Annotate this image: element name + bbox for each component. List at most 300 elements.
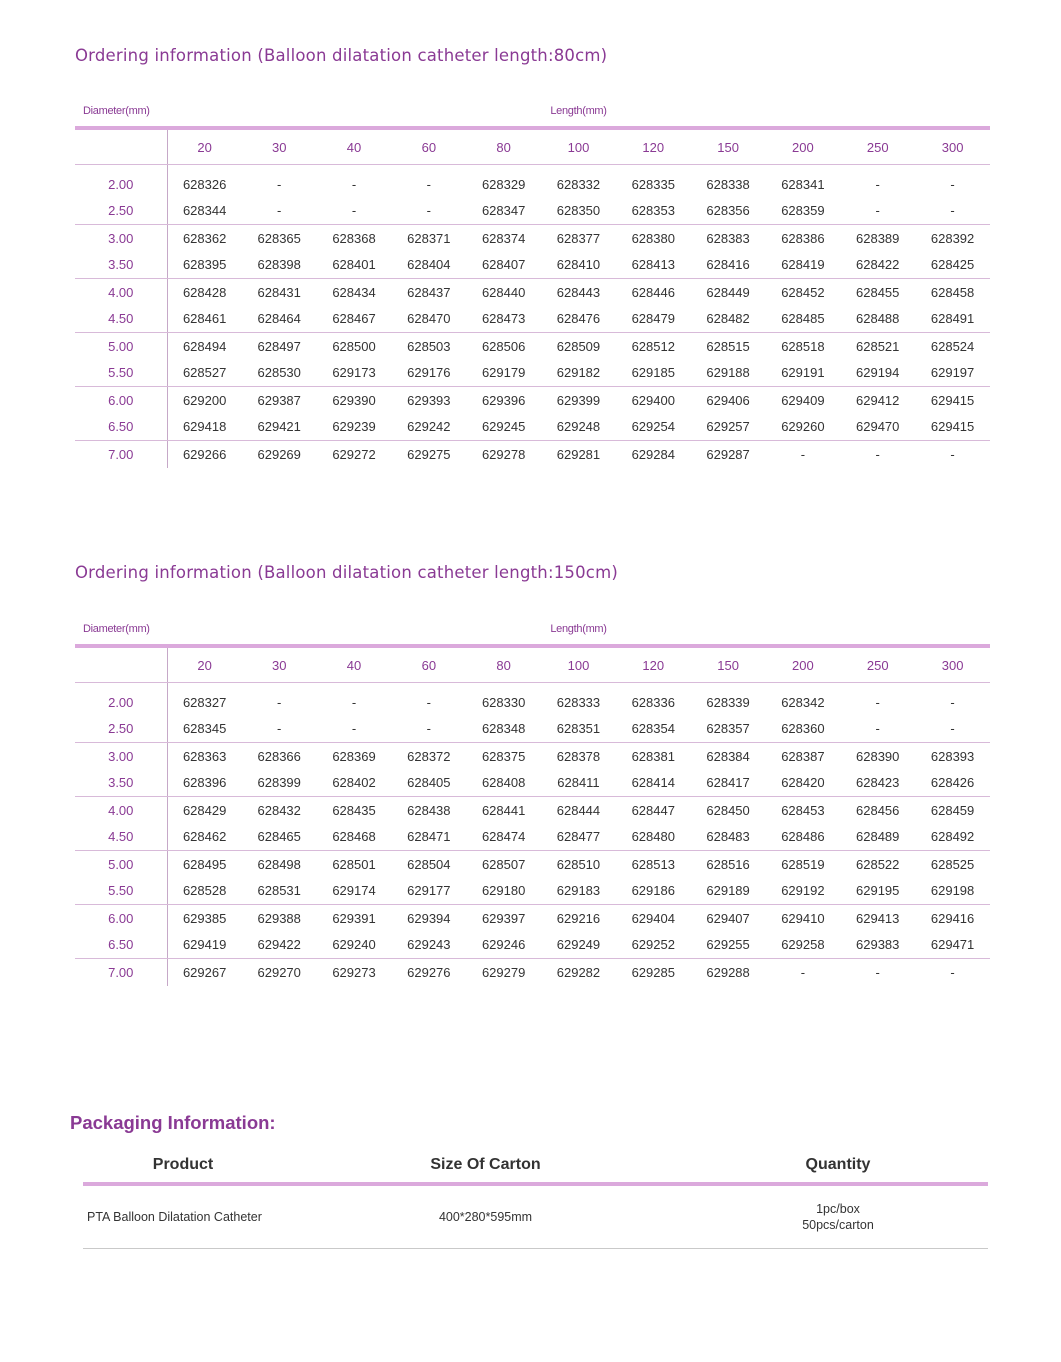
catalog-number-cell: 628426 xyxy=(915,770,990,797)
catalog-number-cell: 628464 xyxy=(242,306,317,333)
table-row xyxy=(75,198,990,225)
diameter-cell: 3.50 xyxy=(75,252,167,279)
catalog-number-cell: 628332 xyxy=(556,176,601,192)
catalog-number-cell: 628354 xyxy=(616,716,691,743)
catalog-number-cell: - xyxy=(875,694,880,710)
catalog-number-cell: 629270 xyxy=(257,964,301,980)
catalog-number-cell: 628522 xyxy=(856,856,900,872)
length-header-row xyxy=(75,646,990,683)
catalog-number-cell: 628458 xyxy=(930,284,975,300)
catalog-number-cell: 628491 xyxy=(915,306,990,333)
catalog-number-cell: 628515 xyxy=(706,338,750,354)
catalog-number-cell: 628375 xyxy=(481,748,526,764)
catalog-number-cell: 628483 xyxy=(691,824,766,851)
catalog-number-cell: 628531 xyxy=(242,878,317,905)
ordering-table-150cm xyxy=(75,614,990,986)
catalog-number-cell: 628390 xyxy=(856,748,900,764)
catalog-number-cell: 629396 xyxy=(481,392,526,408)
catalog-number-cell: 629404 xyxy=(631,910,675,926)
catalog-number-cell: 628336 xyxy=(631,694,675,710)
length-caption: Length(mm) xyxy=(167,96,990,128)
quantity-header: Quantity xyxy=(688,1148,988,1184)
length-header-cell: 60 xyxy=(391,128,466,165)
catalog-number-cell: 629240 xyxy=(317,932,392,959)
catalog-number-cell: 628422 xyxy=(840,252,915,279)
catalog-number-cell: - xyxy=(950,446,955,462)
table-row xyxy=(75,770,990,797)
length-header-cell: 120 xyxy=(616,128,691,165)
catalog-number-cell: - xyxy=(277,176,282,192)
length-header-cell: 40 xyxy=(317,128,392,165)
catalog-number-cell: 628489 xyxy=(840,824,915,851)
table-row xyxy=(75,387,990,414)
table-row xyxy=(75,279,990,306)
catalog-number-cell: 628431 xyxy=(257,284,301,300)
catalog-number-cell: 628327 xyxy=(182,694,227,710)
catalog-number-cell: 629200 xyxy=(182,392,227,408)
catalog-number-cell: 629252 xyxy=(616,932,691,959)
catalog-number-cell: 629248 xyxy=(541,414,616,441)
catalog-number-cell: - xyxy=(426,694,432,710)
diameter-caption: Diameter(mm) xyxy=(75,96,167,128)
catalog-number-cell: 628497 xyxy=(257,338,301,354)
catalog-number-cell: 628330 xyxy=(481,694,526,710)
catalog-number-cell: 628411 xyxy=(541,770,616,797)
catalog-number-cell: 628507 xyxy=(481,856,526,872)
catalog-number-cell: 628357 xyxy=(691,716,766,743)
catalog-number-cell: 629285 xyxy=(631,964,675,980)
length-header-cell: 80 xyxy=(466,128,541,165)
catalog-number-cell: 628383 xyxy=(706,230,750,246)
diameter-cell: 7.00 xyxy=(75,959,167,986)
catalog-number-cell: 628425 xyxy=(915,252,990,279)
catalog-number-cell: 628456 xyxy=(856,802,900,818)
catalog-number-cell: 629416 xyxy=(930,910,975,926)
catalog-number-cell: 628407 xyxy=(466,252,541,279)
catalog-number-cell: 628476 xyxy=(541,306,616,333)
length-header-cell: 30 xyxy=(242,646,317,683)
diameter-caption: Diameter(mm) xyxy=(75,614,167,646)
length-header-cell: 200 xyxy=(766,646,841,683)
catalog-number-cell: 628474 xyxy=(466,824,541,851)
catalog-number-cell: 628408 xyxy=(466,770,541,797)
catalog-number-cell: 629185 xyxy=(616,360,691,387)
catalog-number-cell: 629182 xyxy=(541,360,616,387)
catalog-number-cell: 628353 xyxy=(616,198,691,225)
catalog-number-cell: 628333 xyxy=(556,694,601,710)
catalog-number-cell: 629197 xyxy=(915,360,990,387)
catalog-number-cell: 628437 xyxy=(407,284,451,300)
catalog-number-cell: 628341 xyxy=(781,176,825,192)
catalog-number-cell: 628363 xyxy=(182,748,227,764)
catalog-number-cell: 628362 xyxy=(182,230,227,246)
packaging-row xyxy=(83,1184,988,1249)
catalog-number-cell: 628342 xyxy=(781,694,825,710)
catalog-number-cell: 628344 xyxy=(167,198,242,225)
catalog-number-cell: 629385 xyxy=(182,910,227,926)
catalog-number-cell: - xyxy=(351,694,357,710)
catalog-number-cell: 629257 xyxy=(691,414,766,441)
catalog-number-cell: 628446 xyxy=(631,284,675,300)
catalog-number-cell: 628473 xyxy=(466,306,541,333)
product-cell: PTA Balloon Dilatation Catheter xyxy=(83,1184,283,1249)
catalog-number-cell: 628495 xyxy=(182,856,227,872)
catalog-number-cell: 629282 xyxy=(556,964,601,980)
diameter-cell: 5.00 xyxy=(75,333,167,360)
catalog-number-cell: 629413 xyxy=(856,910,900,926)
catalog-number-cell: 629180 xyxy=(466,878,541,905)
diameter-cell: 3.00 xyxy=(75,743,167,770)
catalog-number-cell: 629242 xyxy=(391,414,466,441)
catalog-number-cell: 628438 xyxy=(407,802,451,818)
catalog-number-cell: 629189 xyxy=(691,878,766,905)
catalog-number-cell: 628356 xyxy=(691,198,766,225)
catalog-number-cell: - xyxy=(800,964,806,980)
catalog-number-cell: 628449 xyxy=(706,284,750,300)
catalog-number-cell: 628360 xyxy=(766,716,841,743)
catalog-number-cell: 629399 xyxy=(556,392,601,408)
catalog-number-cell: 628350 xyxy=(541,198,616,225)
catalog-number-cell: 629391 xyxy=(332,910,376,926)
catalog-number-cell: 629191 xyxy=(766,360,841,387)
catalog-number-cell: 628410 xyxy=(541,252,616,279)
catalog-number-cell: 629194 xyxy=(840,360,915,387)
diameter-cell: 7.00 xyxy=(75,441,167,468)
catalog-number-cell: 628393 xyxy=(930,748,975,764)
catalog-number-cell: 629258 xyxy=(766,932,841,959)
catalog-number-cell: 628459 xyxy=(930,802,975,818)
catalog-number-cell: - xyxy=(950,964,955,980)
ordering-title-150cm: Ordering information (Balloon dilatation catheter length:150cm) xyxy=(75,563,618,582)
catalog-number-cell: 629421 xyxy=(242,414,317,441)
length-header-cell: 300 xyxy=(915,128,990,165)
catalog-number-cell: 629278 xyxy=(481,446,526,462)
catalog-number-cell: 628432 xyxy=(257,802,301,818)
catalog-number-cell: 628461 xyxy=(167,306,242,333)
catalog-number-cell: 628470 xyxy=(391,306,466,333)
catalog-number-cell: - xyxy=(875,964,880,980)
table-row xyxy=(75,824,990,851)
catalog-number-cell: 629179 xyxy=(466,360,541,387)
catalog-number-cell: 629276 xyxy=(407,964,451,980)
catalog-number-cell: 629419 xyxy=(167,932,242,959)
catalog-number-cell: 629394 xyxy=(407,910,451,926)
catalog-number-cell: 629266 xyxy=(182,446,227,462)
table-row xyxy=(75,360,990,387)
catalog-number-cell: 628423 xyxy=(840,770,915,797)
catalog-number-cell: 629415 xyxy=(930,392,975,408)
catalog-number-cell: 629279 xyxy=(481,964,526,980)
catalog-number-cell: 629390 xyxy=(332,392,376,408)
catalog-number-cell: 628501 xyxy=(332,856,376,872)
length-header-cell: 40 xyxy=(317,646,392,683)
catalog-number-cell: 628467 xyxy=(317,306,392,333)
length-header-cell: 30 xyxy=(242,128,317,165)
catalog-number-cell: 628510 xyxy=(556,856,601,872)
catalog-number-cell: - xyxy=(351,176,357,192)
catalog-number-cell: - xyxy=(915,716,990,743)
catalog-number-cell: 629192 xyxy=(766,878,841,905)
catalog-number-cell: 628518 xyxy=(781,338,825,354)
catalog-number-cell: 628498 xyxy=(257,856,301,872)
catalog-number-cell: 628468 xyxy=(317,824,392,851)
diameter-cell: 6.50 xyxy=(75,932,167,959)
catalog-number-cell: 628417 xyxy=(691,770,766,797)
catalog-number-cell: 629246 xyxy=(466,932,541,959)
catalog-number-cell: 628371 xyxy=(407,230,451,246)
catalog-number-cell: 629383 xyxy=(840,932,915,959)
catalog-number-cell: 628524 xyxy=(930,338,975,354)
catalog-number-cell: 629269 xyxy=(257,446,301,462)
catalog-number-cell: 628465 xyxy=(242,824,317,851)
diameter-cell: 3.50 xyxy=(75,770,167,797)
catalog-number-cell: 628392 xyxy=(930,230,975,246)
catalog-number-cell: 628420 xyxy=(766,770,841,797)
catalog-number-cell: 628444 xyxy=(556,802,601,818)
catalog-number-cell: 628366 xyxy=(257,748,301,764)
catalog-number-cell: 628530 xyxy=(242,360,317,387)
catalog-number-cell: 629272 xyxy=(332,446,376,462)
diameter-cell: 6.50 xyxy=(75,414,167,441)
catalog-number-cell: 629195 xyxy=(840,878,915,905)
catalog-number-cell: - xyxy=(242,198,317,225)
catalog-number-cell: 628380 xyxy=(631,230,675,246)
packaging-title: Packaging Information: xyxy=(70,1112,276,1133)
catalog-number-cell: 628405 xyxy=(391,770,466,797)
quantity-cell xyxy=(688,1184,988,1249)
catalog-number-cell: 629255 xyxy=(691,932,766,959)
diameter-cell: 4.00 xyxy=(75,797,167,824)
catalog-number-cell: 629186 xyxy=(616,878,691,905)
table-row xyxy=(75,905,990,932)
table-row xyxy=(75,414,990,441)
catalog-number-cell: 629422 xyxy=(242,932,317,959)
catalog-number-cell: 629188 xyxy=(691,360,766,387)
catalog-number-cell: 628414 xyxy=(616,770,691,797)
catalog-number-cell: - xyxy=(875,176,880,192)
diameter-cell: 4.50 xyxy=(75,306,167,333)
catalog-number-cell: 629198 xyxy=(915,878,990,905)
table-row xyxy=(75,932,990,959)
catalog-number-cell: 628516 xyxy=(706,856,750,872)
catalog-number-cell: 628512 xyxy=(631,338,675,354)
catalog-number-cell: 628482 xyxy=(691,306,766,333)
diameter-cell: 5.50 xyxy=(75,878,167,905)
catalog-number-cell: 629409 xyxy=(781,392,825,408)
catalog-number-cell: - xyxy=(242,716,317,743)
catalog-number-cell: 629273 xyxy=(332,964,376,980)
catalog-number-cell: 629243 xyxy=(391,932,466,959)
table-row xyxy=(75,797,990,824)
catalog-number-cell: 629281 xyxy=(556,446,601,462)
ordering-table-80cm xyxy=(75,96,990,468)
carton-size-header: Size Of Carton xyxy=(283,1148,688,1184)
catalog-number-cell: 628389 xyxy=(856,230,900,246)
catalog-number-cell: 628329 xyxy=(481,176,526,192)
packaging-table xyxy=(83,1148,988,1249)
catalog-number-cell: 628401 xyxy=(317,252,392,279)
catalog-number-cell: 628428 xyxy=(182,284,227,300)
catalog-number-cell: 629400 xyxy=(631,392,675,408)
diameter-cell: 2.00 xyxy=(75,683,167,716)
catalog-number-cell: 628359 xyxy=(766,198,841,225)
catalog-number-cell: 628503 xyxy=(407,338,451,354)
diameter-cell: 2.50 xyxy=(75,716,167,743)
catalog-number-cell: 628462 xyxy=(167,824,242,851)
catalog-number-cell: 628326 xyxy=(182,176,227,192)
catalog-number-cell: 628450 xyxy=(706,802,750,818)
table-row xyxy=(75,225,990,252)
catalog-number-cell: 628485 xyxy=(766,306,841,333)
catalog-number-cell: 629287 xyxy=(706,446,750,462)
catalog-number-cell: 628525 xyxy=(930,856,975,872)
diameter-cell: 4.00 xyxy=(75,279,167,306)
catalog-number-cell: 628402 xyxy=(317,770,392,797)
catalog-number-cell: 629387 xyxy=(257,392,301,408)
catalog-number-cell: 628435 xyxy=(332,802,376,818)
catalog-number-cell: 629267 xyxy=(182,964,227,980)
catalog-number-cell: 628348 xyxy=(466,716,541,743)
table-row xyxy=(75,743,990,770)
catalog-number-cell: 629260 xyxy=(766,414,841,441)
catalog-number-cell: 628404 xyxy=(391,252,466,279)
catalog-number-cell: 629406 xyxy=(706,392,750,408)
diameter-cell: 2.50 xyxy=(75,198,167,225)
catalog-number-cell: 628441 xyxy=(481,802,526,818)
product-header: Product xyxy=(83,1148,283,1184)
catalog-number-cell: - xyxy=(426,176,432,192)
catalog-number-cell: 628527 xyxy=(167,360,242,387)
catalog-number-cell: 629249 xyxy=(541,932,616,959)
catalog-number-cell: - xyxy=(317,716,392,743)
catalog-number-cell: - xyxy=(317,198,392,225)
catalog-number-cell: 629288 xyxy=(706,964,750,980)
catalog-number-cell: 628479 xyxy=(616,306,691,333)
table-caption-row xyxy=(75,96,990,128)
catalog-number-cell: - xyxy=(391,198,466,225)
length-header-cell: 300 xyxy=(915,646,990,683)
catalog-number-cell: 628395 xyxy=(167,252,242,279)
header-corner-cell xyxy=(75,646,167,683)
catalog-number-cell: 629407 xyxy=(706,910,750,926)
catalog-number-cell: 629177 xyxy=(391,878,466,905)
catalog-number-cell: 629275 xyxy=(407,446,451,462)
table-row xyxy=(75,165,990,198)
packaging-header-row xyxy=(83,1148,988,1184)
catalog-number-cell: 628378 xyxy=(556,748,601,764)
catalog-number-cell: 628486 xyxy=(766,824,841,851)
catalog-number-cell: 629239 xyxy=(317,414,392,441)
catalog-number-cell: - xyxy=(915,198,990,225)
catalog-number-cell: 628504 xyxy=(407,856,451,872)
diameter-cell: 6.00 xyxy=(75,387,167,414)
catalog-number-cell: 629471 xyxy=(915,932,990,959)
length-caption: Length(mm) xyxy=(167,614,990,646)
length-header-row xyxy=(75,128,990,165)
catalog-number-cell: 628509 xyxy=(556,338,601,354)
length-header-cell: 20 xyxy=(167,128,242,165)
catalog-number-cell: 628521 xyxy=(856,338,900,354)
catalog-number-cell: 628399 xyxy=(242,770,317,797)
header-corner-cell xyxy=(75,128,167,165)
length-header-cell: 200 xyxy=(766,128,841,165)
catalog-number-cell: 628500 xyxy=(332,338,376,354)
catalog-number-cell: 628492 xyxy=(915,824,990,851)
catalog-number-cell: 628372 xyxy=(407,748,451,764)
catalog-number-cell: 629388 xyxy=(257,910,301,926)
diameter-cell: 2.00 xyxy=(75,165,167,198)
catalog-number-cell: 628416 xyxy=(691,252,766,279)
catalog-number-cell: 629183 xyxy=(541,878,616,905)
catalog-number-cell: 629470 xyxy=(840,414,915,441)
catalog-number-cell: 628419 xyxy=(766,252,841,279)
catalog-number-cell: 629174 xyxy=(317,878,392,905)
quantity-per-box: 1pc/box xyxy=(816,1202,860,1216)
ordering-title-80cm: Ordering information (Balloon dilatation catheter length:80cm) xyxy=(75,46,608,65)
table-row xyxy=(75,851,990,878)
table-row xyxy=(75,878,990,905)
catalog-number-cell: 629418 xyxy=(167,414,242,441)
length-header-cell: 150 xyxy=(691,646,766,683)
quantity-per-carton: 50pcs/carton xyxy=(802,1218,874,1232)
catalog-number-cell: 628365 xyxy=(257,230,301,246)
catalog-number-cell: 629216 xyxy=(556,910,601,926)
catalog-number-cell: - xyxy=(840,198,915,225)
catalog-number-cell: 628386 xyxy=(781,230,825,246)
catalog-number-cell: 628377 xyxy=(556,230,601,246)
catalog-number-cell: - xyxy=(391,716,466,743)
length-header-cell: 120 xyxy=(616,646,691,683)
diameter-cell: 4.50 xyxy=(75,824,167,851)
length-header-cell: 250 xyxy=(840,646,915,683)
catalog-number-cell: 629176 xyxy=(391,360,466,387)
catalog-number-cell: 628384 xyxy=(706,748,750,764)
diameter-cell: 3.00 xyxy=(75,225,167,252)
catalog-number-cell: 628519 xyxy=(781,856,825,872)
catalog-number-cell: 628398 xyxy=(242,252,317,279)
table-row xyxy=(75,441,990,468)
catalog-number-cell: 628369 xyxy=(332,748,376,764)
catalog-number-cell: 628381 xyxy=(631,748,675,764)
catalog-number-cell: 628528 xyxy=(167,878,242,905)
catalog-number-cell: 628452 xyxy=(781,284,825,300)
table-caption-row xyxy=(75,614,990,646)
catalog-number-cell: 628347 xyxy=(466,198,541,225)
catalog-number-cell: 628345 xyxy=(167,716,242,743)
length-header-cell: 80 xyxy=(466,646,541,683)
table-row xyxy=(75,252,990,279)
catalog-number-cell: - xyxy=(875,446,880,462)
catalog-number-cell: 629254 xyxy=(616,414,691,441)
catalog-number-cell: 628443 xyxy=(556,284,601,300)
catalog-number-cell: 629393 xyxy=(407,392,451,408)
length-header-cell: 100 xyxy=(541,128,616,165)
catalog-number-cell: 628471 xyxy=(391,824,466,851)
catalog-number-cell: - xyxy=(800,446,806,462)
catalog-number-cell: 628396 xyxy=(167,770,242,797)
catalog-number-cell: 628335 xyxy=(631,176,675,192)
table-row xyxy=(75,959,990,986)
catalog-number-cell: 629245 xyxy=(466,414,541,441)
catalog-number-cell: 628387 xyxy=(781,748,825,764)
length-header-cell: 20 xyxy=(167,646,242,683)
catalog-number-cell: 628413 xyxy=(616,252,691,279)
catalog-number-cell: 628480 xyxy=(616,824,691,851)
catalog-number-cell: 628351 xyxy=(541,716,616,743)
table-row xyxy=(75,683,990,716)
catalog-number-cell: 629415 xyxy=(915,414,990,441)
diameter-cell: 5.00 xyxy=(75,851,167,878)
